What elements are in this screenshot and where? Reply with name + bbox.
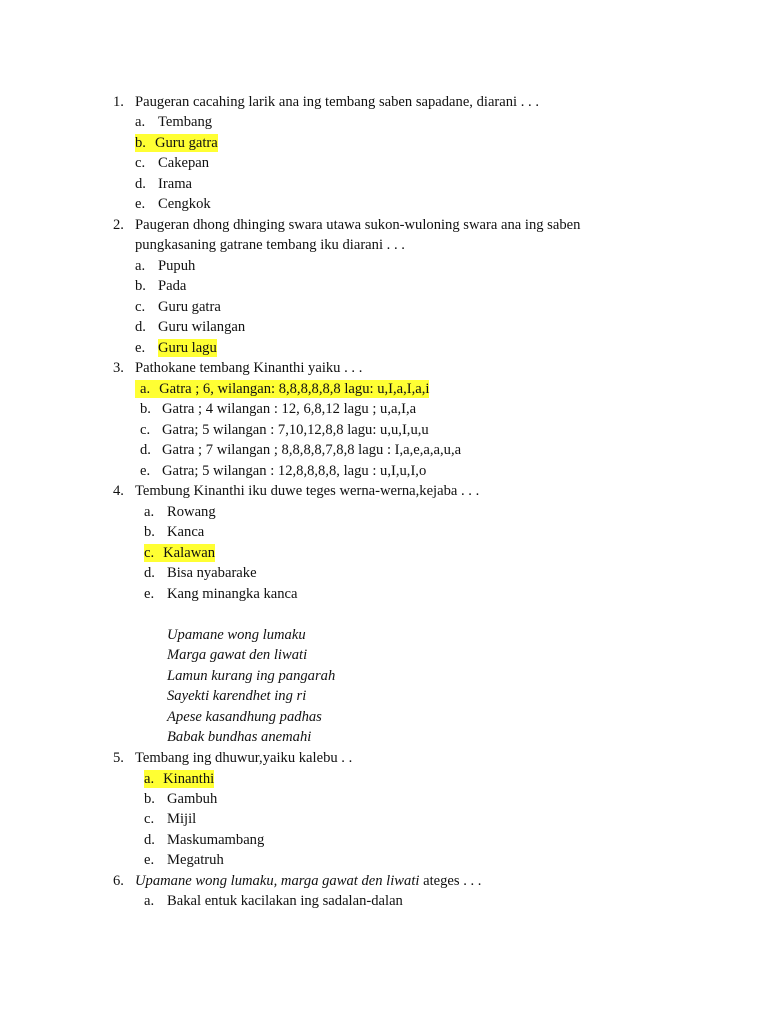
q4-text: Tembung Kinanthi iku duwe teges werna-werna,kejaba . . . xyxy=(135,483,480,499)
q5-option-b-letter: b. xyxy=(144,791,155,807)
q4-option-c-row xyxy=(144,543,215,563)
q1-option-d: Irama xyxy=(158,176,193,192)
q3-option-a-row xyxy=(135,379,429,399)
q3-option-d: Gatra ; 7 wilangan ; 8,8,8,8,7,8,8 lagu : I,a,e,a,a,u,a xyxy=(162,442,462,458)
q3-option-a-letter: a. xyxy=(140,381,151,397)
q1-option-b-row xyxy=(135,133,218,153)
q5-option-c-letter: c. xyxy=(144,811,155,827)
q5-text: Tembang ing dhuwur,yaiku kalebu . . xyxy=(135,750,353,766)
poem-line-5: Apese kasandhung padhas xyxy=(167,709,322,725)
q4-number: 4. xyxy=(113,483,124,499)
q6-option-a: Bakal entuk kacilakan ing sadalan-dalan xyxy=(167,893,403,909)
q4-option-e-letter: e. xyxy=(144,586,155,602)
q3-option-a: Gatra ; 6, wilangan: 8,8,8,8,8,8 lagu: u,I,a,I,a,i xyxy=(159,381,430,397)
q1-number: 1. xyxy=(113,94,124,110)
q6-text-italic: Upamane wong lumaku, marga gawat den liwati xyxy=(135,873,420,889)
q1-option-c: Cakepan xyxy=(158,155,210,171)
poem-line-6: Babak bundhas anemahi xyxy=(167,729,312,745)
q2-text-line2: pungkasaning gatrane tembang iku diarani . . . xyxy=(135,237,405,253)
q1-option-e: Cengkok xyxy=(158,196,211,212)
q5-option-d: Maskumambang xyxy=(167,832,265,848)
q1-option-a-letter: a. xyxy=(135,114,146,130)
q2-option-e-text: Guru lagu xyxy=(158,340,217,356)
q1-text: Paugeran cacahing larik ana ing tembang saben sapadane, diarani . . . xyxy=(135,94,540,110)
q6-text-rest: ateges . . . xyxy=(419,873,482,889)
q4-option-c: Kalawan xyxy=(163,545,216,561)
poem-line-1: Upamane wong lumaku xyxy=(167,627,306,643)
q5-option-d-letter: d. xyxy=(144,832,155,848)
q4-option-a: Rowang xyxy=(167,504,216,520)
q2-option-a: Pupuh xyxy=(158,258,196,274)
q2-text-line1: Paugeran dhong dhinging swara utawa sukon-wuloning swara ana ing saben xyxy=(135,217,581,233)
q2-option-b: Pada xyxy=(158,278,187,294)
poem-line-3: Lamun kurang ing pangarah xyxy=(167,668,336,684)
q5-option-a-letter: a. xyxy=(144,771,155,787)
q3-option-c: Gatra; 5 wilangan : 7,10,12,8,8 lagu: u,u,I,u,u xyxy=(162,422,429,438)
q4-option-a-letter: a. xyxy=(144,504,155,520)
q2-option-c-letter: c. xyxy=(135,299,146,315)
q2-number: 2. xyxy=(113,217,124,233)
q1-option-b-letter: b. xyxy=(135,135,146,151)
q2-option-e xyxy=(158,338,217,358)
q1-option-c-letter: c. xyxy=(135,155,146,171)
q6-text xyxy=(135,871,481,891)
q2-option-c: Guru gatra xyxy=(158,299,221,315)
q4-option-b-letter: b. xyxy=(144,524,155,540)
q5-option-e-letter: e. xyxy=(144,852,155,868)
q1-option-e-letter: e. xyxy=(135,196,146,212)
q6-number: 6. xyxy=(113,873,124,889)
q6-option-a-letter: a. xyxy=(144,893,155,909)
q2-option-a-letter: a. xyxy=(135,258,146,274)
q4-option-e: Kang minangka kanca xyxy=(167,586,298,602)
q4-option-d-letter: d. xyxy=(144,565,155,581)
q3-option-c-letter: c. xyxy=(140,422,151,438)
q1-option-a: Tembang xyxy=(158,114,213,130)
q1-option-d-letter: d. xyxy=(135,176,146,192)
q4-option-d: Bisa nyabarake xyxy=(167,565,257,581)
q5-number: 5. xyxy=(113,750,124,766)
q4-option-b: Kanca xyxy=(167,524,205,540)
q2-option-b-letter: b. xyxy=(135,278,146,294)
q3-option-b-letter: b. xyxy=(140,401,151,417)
q3-text: Pathokane tembang Kinanthi yaiku . . . xyxy=(135,360,363,376)
q1-option-b: Guru gatra xyxy=(154,135,218,151)
q3-number: 3. xyxy=(113,360,124,376)
poem-line-4: Sayekti karendhet ing ri xyxy=(167,688,307,704)
q3-option-e-letter: e. xyxy=(140,463,151,479)
q2-option-e-letter: e. xyxy=(135,340,146,356)
q2-option-d-letter: d. xyxy=(135,319,146,335)
q5-option-a-row xyxy=(144,769,214,789)
q3-option-e: Gatra; 5 wilangan : 12,8,8,8,8, lagu : u,I,u,I,o xyxy=(162,463,427,479)
q5-option-a: Kinanthi xyxy=(163,771,215,787)
q5-option-e: Megatruh xyxy=(167,852,224,868)
q3-option-d-letter: d. xyxy=(140,442,151,458)
q4-option-c-letter: c. xyxy=(144,545,155,561)
poem-line-2: Marga gawat den liwati xyxy=(167,647,308,663)
q3-option-b: Gatra ; 4 wilangan : 12, 6,8,12 lagu ; u,a,I,a xyxy=(162,401,417,417)
q2-option-d: Guru wilangan xyxy=(158,319,246,335)
q5-option-b: Gambuh xyxy=(167,791,218,807)
q5-option-c: Mijil xyxy=(167,811,197,827)
